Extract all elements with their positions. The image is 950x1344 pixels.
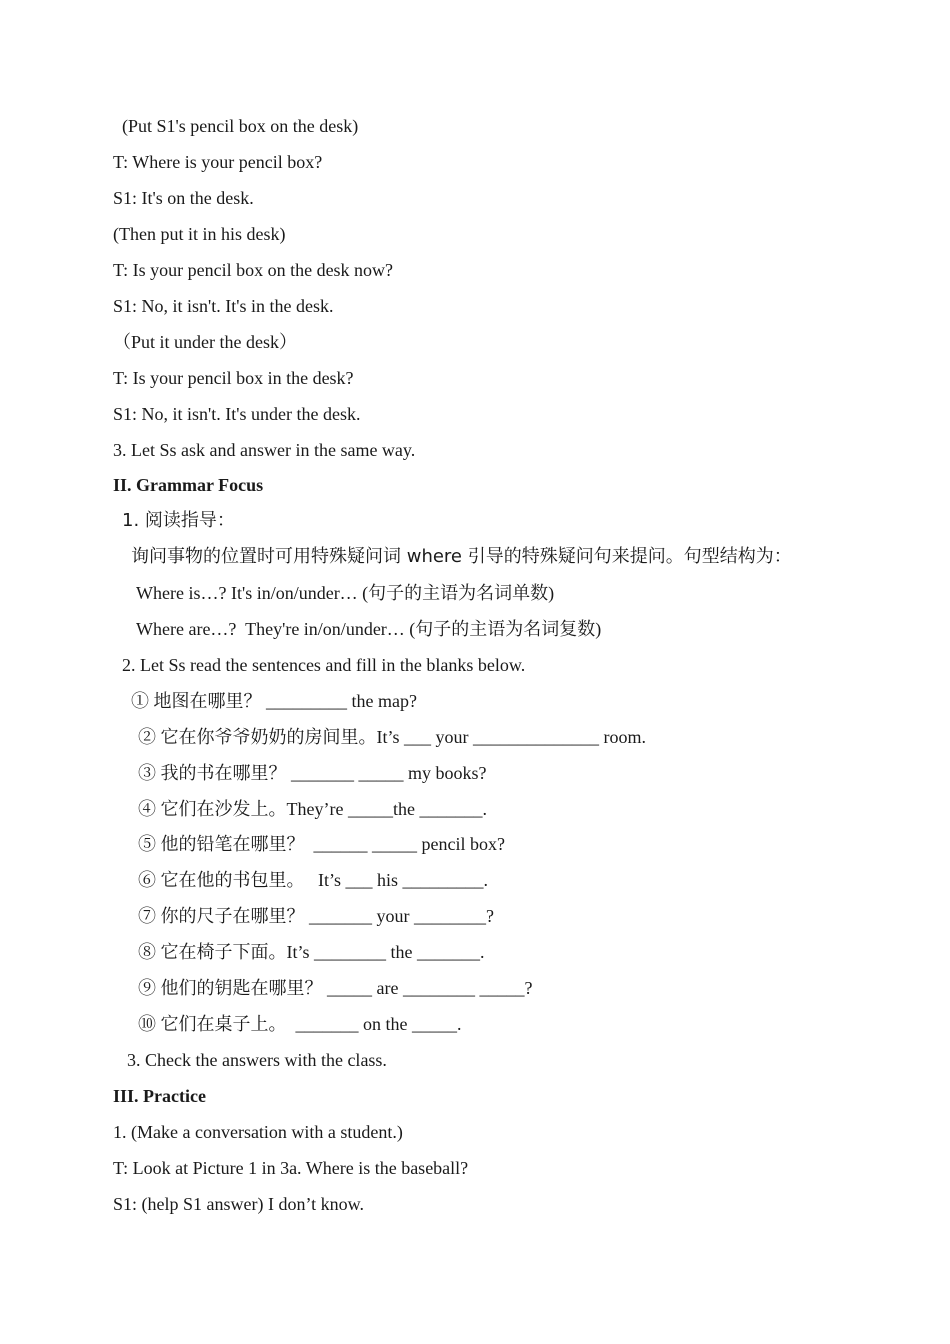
exercise-item-5: ⑤ 他的铅笔在哪里？ ______ _____ pencil box? xyxy=(138,834,505,854)
student-answer-in-desk: S1: No, it isn't. It's in the desk. xyxy=(113,296,334,316)
exercise-item-4: ④ 它们在沙发上。They’re _____the _______. xyxy=(138,799,487,819)
pattern-plural: Where are…? They're in/on/under… (句子的主语为名词复数) xyxy=(136,619,602,639)
teacher-question-on-desk: T: Is your pencil box on the desk now? xyxy=(113,260,394,280)
teacher-question-in-desk: T: Is your pencil box in the desk? xyxy=(113,368,354,388)
reading-guide-label: 1. 阅读指导： xyxy=(122,510,235,531)
pattern-singular: Where is…? It's in/on/under… (句子的主语为名词单数) xyxy=(136,583,555,603)
step-ask-answer: 3. Let Ss ask and answer in the same way. xyxy=(113,440,416,460)
section-heading-practice: III. Practice xyxy=(113,1086,206,1106)
exercise-item-8: ⑧ 它在椅子下面。It’s ________ the _______. xyxy=(138,942,485,962)
stage-direction-put-on-desk: (Put S1's pencil box on the desk) xyxy=(122,116,359,136)
stage-direction-put-under-desk: （Put it under the desk） xyxy=(113,332,297,352)
teacher-question-where: T: Where is your pencil box? xyxy=(113,152,323,172)
step-check-answers: 3. Check the answers with the class. xyxy=(127,1050,387,1070)
exercise-item-10: ⑩ 它们在桌子上。 _______ on the _____. xyxy=(138,1014,462,1034)
teacher-question-baseball: T: Look at Picture 1 in 3a. Where is the baseball? xyxy=(113,1158,469,1178)
student-answer-under-desk: S1: No, it isn't. It's under the desk. xyxy=(113,404,361,424)
exercise-item-1: ① 地图在哪里？ _________ the map? xyxy=(131,691,417,711)
exercise-item-9: ⑨ 他们的钥匙在哪里？ _____ are ________ _____? xyxy=(138,978,533,998)
student-answer-dont-know: S1: (help S1 answer) I don’t know. xyxy=(113,1194,364,1214)
reading-guide-text: 询问事物的位置时可用特殊疑问词 where 引导的特殊疑问句来提问。句型结构为： xyxy=(131,546,792,567)
practice-step-conversation: 1. (Make a conversation with a student.) xyxy=(113,1122,403,1142)
exercise-item-6: ⑥ 它在他的书包里。 It’s ___ his _________. xyxy=(138,870,489,890)
step-fill-blanks: 2. Let Ss read the sentences and fill in the blanks below. xyxy=(122,655,526,675)
exercise-item-3: ③ 我的书在哪里？ _______ _____ my books? xyxy=(138,763,487,783)
section-heading-grammar-focus: II. Grammar Focus xyxy=(113,475,264,495)
stage-direction-put-in-desk: (Then put it in his desk) xyxy=(113,224,286,244)
exercise-item-7: ⑦ 你的尺子在哪里？ _______ your ________? xyxy=(138,906,494,926)
exercise-item-2: ② 它在你爷爷奶奶的房间里。It’s ___ your ______________ room. xyxy=(138,727,646,747)
student-answer-on-desk: S1: It's on the desk. xyxy=(113,188,254,208)
